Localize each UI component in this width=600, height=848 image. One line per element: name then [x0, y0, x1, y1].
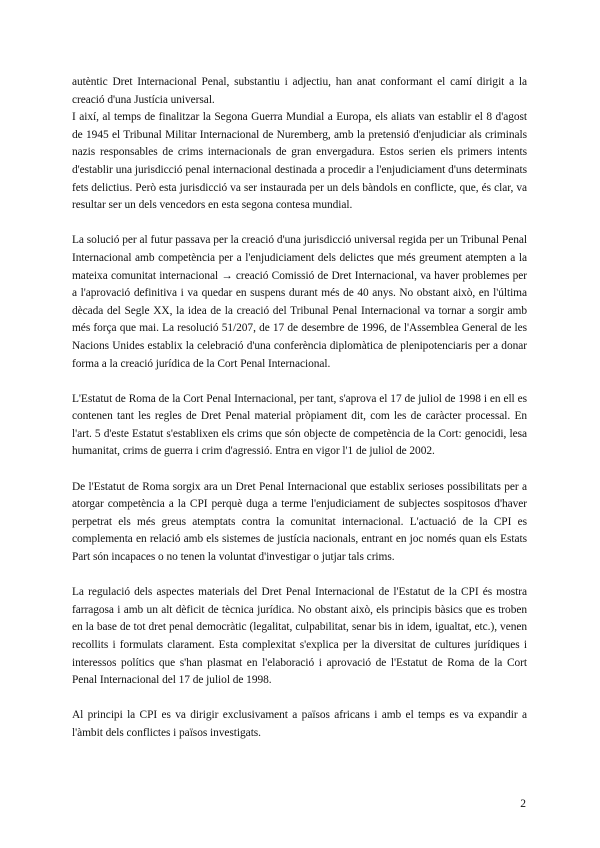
- paragraph-african-focus: Al principi la CPI es va dirigir exclusivament a països africans i amb el temps es va expandir a l'àmbit dels conflictes i països investigats.: [72, 709, 527, 739]
- paragraph-icc-competence: De l'Estatut de Roma sorgix ara un Dret Penal Internacional que establix serioses possibilitats per a atorgar competència a la CPI perquè duga a terme l'enjudiciament de subjectes sospitosos d'haver perpetrat els més greus atemptats contra la comunitat internacional. L'actuació de la CPI es complementa en relació amb els sistemes de justícia nacionals, entrant en joc només quan els Estats Part són incapaces o no tenen la voluntat d'investigar o jutjar tals crims.: [72, 480, 527, 564]
- paragraph-international-court: La solució per al futur passava per la creació d'una jurisdicció universal regida per un Tribunal Penal Internacional amb competència per a l'enjudiciament dels delictes que més greument atempten a la mateixa comunitat internacional → creació Comissió de Dret Internacional, va haver problemes per a l'aprovació definitiva i va quedar en suspens durant més de 40 anys. No obstant això, en l'última dècada del Segle XX, la idea de la creació del Tribunal Penal Internacional va tornar a sorgir amb més força que mai. La resolució 51/207, de 17 de desembre de 1996, de l'Assemblea General de les Nacions Unides establix la celebració d'una conferència diplomàtica de plenipotenciaris per a donar forma a la creació jurídica de la Cort Penal Internacional.: [72, 234, 527, 370]
- paragraph-material-regulation: La regulació dels aspectes materials del Dret Penal Internacional de l'Estatut de la CPI és mostra farragosa i amb un alt dèficit de tècnica jurídica. No obstant això, els principis bàsics que es troben en la base de tot dret penal democràtic (legalitat, culpabilitat, senar bis in idem, igualtat, etc.), venen recollits i formulats clarament. Esta complexitat s'explica per la diversitat de cultures jurídiques i interessos polítics que s'han plasmat en l'elaboració i aprovació de l'Estatut de Roma de la Cort Penal Internacional del 17 de juliol de 1998.: [72, 586, 527, 687]
- page-number: 2: [520, 798, 526, 810]
- paragraph-intro-continuation: autèntic Dret Internacional Penal, substantiu i adjectiu, han anat conformant el camí dirigit a la creació d'una Justícia universal.: [72, 76, 527, 106]
- paragraph-rome-statute: L'Estatut de Roma de la Cort Penal Internacional, per tant, s'aprova el 17 de juliol de 1998 i en ell es contenen tant les regles de Dret Penal material pròpiament dit, com les de caràcter processal. En l'art. 5 d'este Estatut s'establixen els crims que són objecte de competència de la Cort: genocidi, lesa humanitat, crims de guerra i crim d'agressió. Entra en vigor l'1 de juliol de 2002.: [72, 392, 527, 458]
- body-text: [72, 74, 527, 743]
- paragraph-nuremberg: I així, al temps de finalitzar la Segona Guerra Mundial a Europa, els aliats van establir el 8 d'agost de 1945 el Tribunal Militar Internacional de Nuremberg, amb la pretensió d'enjudiciar als criminals nazis responsables de crims internacionals de gran envergadura. Estos serien els primers intents d'establir una jurisdicció penal internacional destinada a procedir a l'enjudiciament d'uns determinats fets delictius. Però esta jurisdicció va ser instaurada per un dels bàndols en conflicte, que, és clar, va resultar ser un dels vencedors en esta segona contesa mundial.: [72, 111, 527, 212]
